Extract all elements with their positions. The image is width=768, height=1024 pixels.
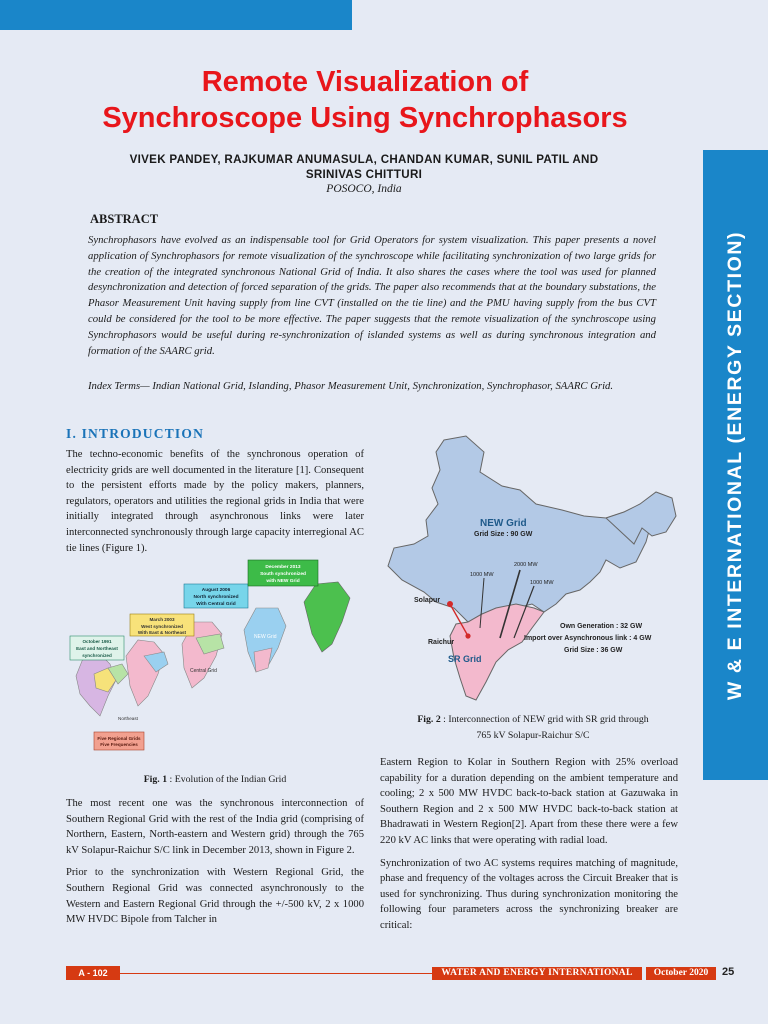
title-line-2: Synchroscope Using Synchrophasors <box>102 102 628 134</box>
india-map-new-grid <box>388 436 652 622</box>
section-heading-introduction: I. INTRODUCTION <box>66 426 205 441</box>
callout-five-grids <box>94 732 144 750</box>
footer-journal-name: WATER AND ENERGY INTERNATIONAL <box>432 967 642 980</box>
svg-text:East and Northeast: East and Northeast <box>76 646 118 651</box>
figure-2-caption <box>380 712 686 743</box>
svg-text:synchronized: synchronized <box>82 653 112 658</box>
authors-line-1: VIVEK PANDEY, RAJKUMAR ANUMASULA, CHANDAN KUMAR, SUNIL PATIL AND <box>129 153 599 166</box>
top-accent-bar <box>0 0 352 30</box>
svg-text:August 2006: August 2006 <box>201 588 231 593</box>
northeast-label: Northeast <box>118 716 138 721</box>
footer-date: October 2020 <box>646 967 716 980</box>
map-2013-b <box>304 582 350 652</box>
new-grid-label-small: NEW Grid <box>254 634 277 640</box>
svg-text:With Central Grid: With Central Grid <box>196 602 236 607</box>
figure-1-caption-text: : Evolution of the Indian Grid <box>167 774 287 785</box>
raichur-label: Raichur <box>428 639 455 646</box>
svg-text:North synchronized: North synchronized <box>193 595 239 600</box>
footer-page-code: A - 102 <box>66 966 120 980</box>
svg-text:Five Frequencies: Five Frequencies <box>100 742 138 747</box>
mw-1000-label-b: 1000 MW <box>530 580 554 586</box>
map-1991 <box>76 652 128 716</box>
sr-grid-size: Grid Size : 36 GW <box>564 647 623 654</box>
side-label: W & E INTERNATIONAL (ENERGY SECTION) <box>724 230 746 700</box>
intro-paragraph-5: Synchronization of two AC systems requires matching of magnitude, phase and frequency of the voltages across the Circuit Breaker that is used for synchronizing. Thus during synchronization monitoring the following four parameters across the synchronizing breaker are critical: <box>380 857 678 931</box>
intro-paragraph-3: Prior to the synchronization with Western Regional Grid, the Southern Regional Grid was connected asynchronously to the Western and Eastern Regional Grid through the +/-500 kV, 2 x 1000 MW HVDC Bipole from Talcher in <box>66 867 364 926</box>
figure-2-caption-line-2: 765 kV Solapur-Raichur S/C <box>476 729 590 741</box>
callout-2013 <box>248 560 318 586</box>
svg-text:October 1991: October 1991 <box>82 639 112 644</box>
svg-text:With East & Northeast: With East & Northeast <box>137 630 187 635</box>
abstract-heading: ABSTRACT <box>90 212 159 226</box>
abstract-text: Synchrophasors have evolved as an indispensable tool for Grid Operators for system visualization. This paper presents a novel application of Synchrophasors for remote visualization of the synchroscope while facilitating synchronization of two large grids for the creation of the integrated synchronous National Grid of India. It also shares the cases where the tool was used for planned desynchronization and detection of forced separation of the grids. The paper also recommends that at the boundary substations, the Phasor Measurement Unit having supply from line CVT (installed on the tie line) and the PMU having supply from the bus CVT could be considered for the tool to be more effective. The paper suggests that the remote visualization of the synchroscope using Synchrophasors would be useful during re-synchronization of islanded systems as well as during synchronous integration and formation of the SAARC grid. <box>88 234 656 357</box>
map-2003 <box>126 640 168 706</box>
figure-1-grid-evolution <box>64 556 364 756</box>
affiliation: POSOCO, India <box>326 183 402 195</box>
figure-2-caption-line-1: : Interconnection of NEW grid with SR grid through <box>440 714 649 725</box>
intro-paragraph-2: The most recent one was the synchronous interconnection of Southern Regional Grid with the rest of the India grid (comprising of Northern, Eastern, North-eastern and Western grid) through the 765 kV Solapur-Raichur S/C link in December 2013, shown in Figure 2. <box>66 798 364 856</box>
mw-1000-label-a: 1000 MW <box>470 572 494 578</box>
import-asynchronous: Import over Asynchronous link : 4 GW <box>524 635 652 642</box>
intro-paragraph-4: Eastern Region to Kolar in Southern Region with 25% overload capability for a duration depending on the ambient temperature and cooling; 2 x 500 MW HVDC back-to-back station at Gazuwaka in Southern Region and 2 x 500 MW HVDC back-to-back station at Bhadrawati in Western Region[2]. Apart from these there were a few 220 kV AC links that were operating with radial load. <box>380 757 678 846</box>
callout-1991 <box>70 636 124 660</box>
figure-1-caption-label: Fig. 1 <box>143 774 168 785</box>
sr-grid-label: SR Grid <box>448 654 482 664</box>
footer-rule <box>120 973 432 974</box>
own-generation: Own Generation : 32 GW <box>560 623 643 630</box>
svg-text:Five Regional Grids: Five Regional Grids <box>97 736 141 741</box>
callout-2003 <box>130 614 194 636</box>
new-grid-label: NEW Grid <box>480 518 527 529</box>
paper-title <box>30 64 700 136</box>
index-terms: Index Terms— Indian National Grid, Islanding, Phasor Measurement Unit, Synchronization, Synchrophasor, SAARC Grid. <box>88 380 614 392</box>
intro-paragraph-1: The techno-economic benefits of the synchronous operation of electricity grids are well documented in the literature [1]. Consequent to the persistent efforts made by the policy makers, planners, regulators, operators and utilities the regional grids in India that were initially integrated through asynchronous links were later interconnected synchronously through large capacity interregional AC tie lines (Figure 1). <box>66 449 364 554</box>
svg-text:West synchronized: West synchronized <box>141 624 183 629</box>
figure-2-new-sr-interconnection <box>384 432 684 702</box>
intro-right-column <box>380 755 678 941</box>
svg-text:March 2003: March 2003 <box>149 617 175 622</box>
footer-page-number: 25 <box>722 966 735 978</box>
authors-line-2: SRINIVAS CHITTURI <box>305 168 423 181</box>
authors <box>80 152 648 182</box>
callout-2006 <box>184 584 248 608</box>
intro-left-column <box>66 796 364 935</box>
svg-text:with NEW Grid: with NEW Grid <box>266 579 300 584</box>
solapur-point <box>447 601 453 607</box>
svg-text:South synchronized: South synchronized <box>260 572 306 577</box>
mw-2000-label: 2000 MW <box>514 562 538 568</box>
raichur-point <box>465 633 470 638</box>
new-grid-size: Grid Size : 90 GW <box>474 531 533 538</box>
figure-1-caption <box>66 772 364 788</box>
svg-text:December 2013: December 2013 <box>265 565 301 570</box>
map-2013-a <box>244 608 286 672</box>
title-line-1: Remote Visualization of <box>201 66 529 98</box>
solapur-label: Solapur <box>414 597 441 604</box>
figure-2-caption-label: Fig. 2 <box>417 714 441 725</box>
central-grid-label: Central Grid <box>190 668 217 674</box>
